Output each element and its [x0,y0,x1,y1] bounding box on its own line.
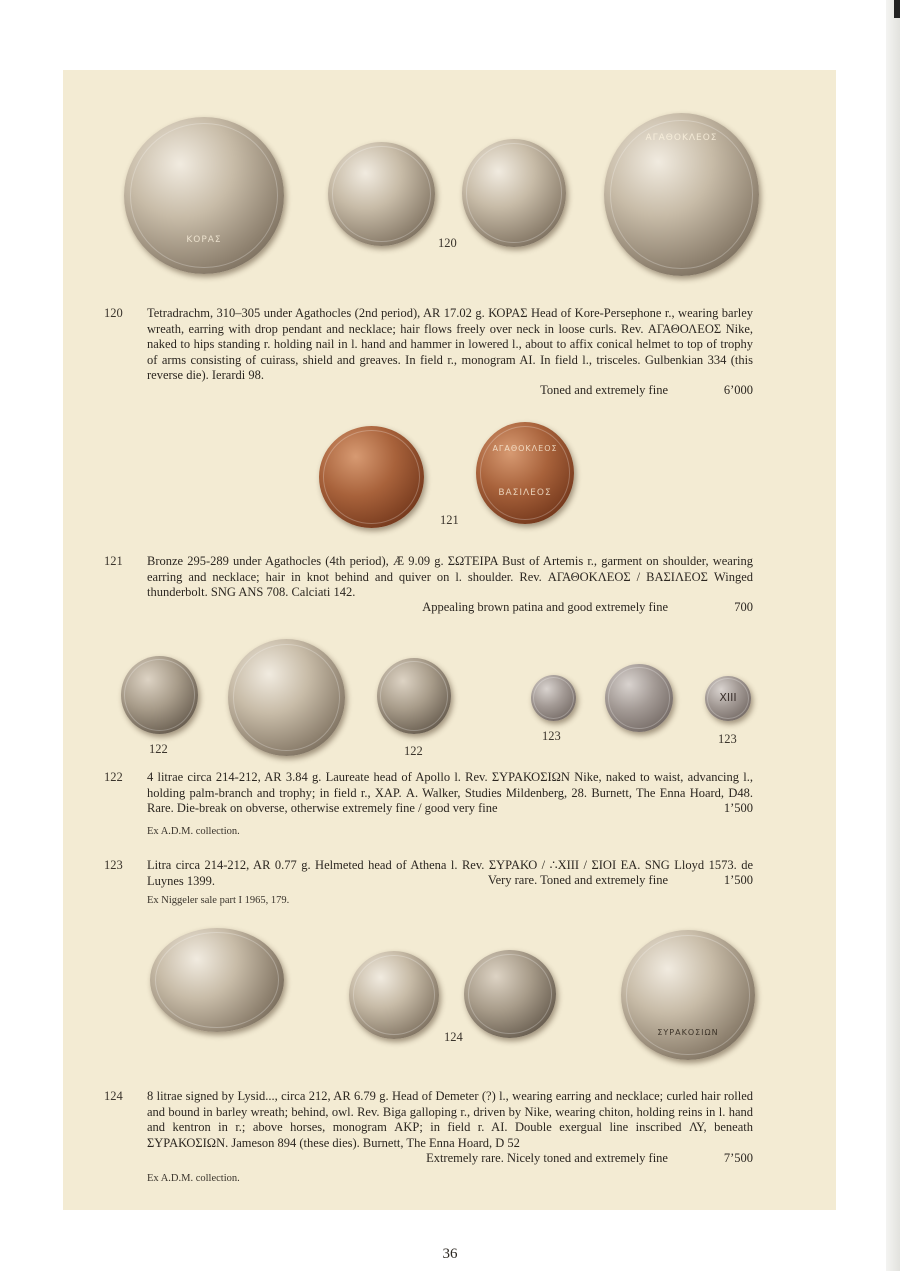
coin-122-obverse-small [121,656,198,734]
coin-122-obverse-large [228,639,345,756]
lot-description: Tetradrachm, 310–305 under Agathocles (2nd period), AR 17.02 g. ΚΟΡΑΣ Head of Kore-Persephone r., wearing barley wreath, earring with drop pendant and necklace; hair flows freely over neck in loose curls. Rev. ΑΓΑΘΟΛΕΟΣ Nike, naked to hips standing r. holding nail in l. hand and hammer in lowered l., about to affix conical helmet to top of trophy of arms consisting of cuirass, shield and greaves. In field r., monogram AI. In field l., trisceles. Gulbenkian 334 (this reverse die). Ierardi 98. [147,306,753,382]
plate-number-122b: 122 [404,744,423,758]
lot-number: 121 [104,554,123,568]
page-number: 36 [442,1246,458,1262]
lot-price: 7’500 [723,1151,753,1165]
coin-120-obverse-small [328,142,435,246]
lot-provenance: Ex Niggeler sale part I 1965, 179. [147,895,290,906]
coin-124-reverse-large [621,930,755,1060]
plate-number-123b: 123 [718,732,737,746]
coin-legend: ΒΑΣΙΛΕΟΣ [498,488,552,498]
coin-121-obverse [319,426,424,528]
lot-price: 6’000 [723,383,753,397]
lot-number: 123 [104,858,123,872]
plate-number-123a: 123 [542,729,561,743]
lot-price: 1’500 [723,801,753,815]
plate-number-124: 124 [444,1030,463,1044]
lot-grade: Appealing brown patina and good extremely fine [422,600,668,614]
coin-120-reverse-small [462,139,566,247]
lot-description: Litra circa 214-212, AR 0.77 g. Helmeted head of Athena l. Rev. ΣΥΡΑΚΟ / ∴ΧΙΙΙ / ΣΙΟΙ ΕΑ. SNG Lloyd 1573. de Luynes 1399. [147,858,753,888]
coin-124-obverse-small [349,951,439,1039]
lot-description: 8 litrae signed by Lysid..., circa 212, AR 6.79 g. Head of Demeter (?) l., wearing earring and necklace; curled hair rolled and bound in barley wreath; behind, owl. Rev. Biga galloping r., driven by Nike, wearing chiton, holding reins in l. hand and kentron in r.; above horses, monogram ΑΚΡ; in field r. AI. Double exergual line inscribed ΛΥ, beneath ΣΥΡΑΚΟΣΙΩΝ. Jameson 894 (these dies). Burnett, The Enna Hoard, D 52 [147,1089,753,1150]
lot-price: 700 [734,600,753,614]
plate-number-120: 120 [438,236,457,250]
coin-legend: ΑΓΑΘΟΚΛΕΟΣ [492,444,558,453]
lot-description: 4 litrae circa 214-212, AR 3.84 g. Laureate head of Apollo l. Rev. ΣΥΡΑΚΟΣΙΩΝ Nike, naked to waist, advancing l., holding palm-branch and trophy; in field r., ΧΑΡ. A. Walker, Studies Mildenberg, 28. Burnett, The Enna Hoard, D48. Rare. Die-break on obverse, otherwise extremely fine / good very fine [147,770,753,815]
plate-number-122a: 122 [149,742,168,756]
lot-provenance: Ex A.D.M. collection. [147,826,240,837]
coin-123-obverse-large [605,664,673,732]
lot-grade: Toned and extremely fine [540,383,668,397]
lot-grade: Very rare. Toned and extremely fine [487,873,668,887]
edge-mark [894,0,900,18]
lot-description: Bronze 295-289 under Agathocles (4th period), Æ 9.09 g. ΣΩΤΕΙΡΑ Bust of Artemis r., garment on shoulder, wearing earring and necklace; hair in knot behind and quiver on l. shoulder. Rev. ΑΓΑΘΟΚΛΕΟΣ / ΒΑΣΙΛΕΟΣ Winged thunderbolt. SNG ANS 708. Calciati 142. [147,554,753,599]
coin-124-reverse-small [464,950,556,1038]
plate-number-121: 121 [440,513,459,527]
page-edge [886,0,900,1271]
lot-number: 120 [104,306,123,320]
lot-number: 124 [104,1089,123,1103]
lot-number: 122 [104,770,123,784]
coin-legend: ΣΥΡΑΚΟΣΙΩΝ [657,1028,719,1037]
lot-price: 1’500 [723,873,753,887]
coin-120-reverse-large [604,113,759,276]
coin-legend: ΑΓΑΘΟΚΛΕΟΣ [645,133,718,143]
coin-124-obverse-large [150,928,284,1032]
coin-legend: ΚΟΡΑΣ [186,235,222,245]
lot-grade: Extremely rare. Nicely toned and extremely fine [426,1151,668,1165]
coin-123-reverse [705,676,751,721]
coin-legend: ΧΙΙΙ [719,691,737,704]
lot-provenance: Ex A.D.M. collection. [147,1173,240,1184]
coin-121-reverse [476,422,574,524]
coin-122-reverse [377,658,451,734]
coin-120-obverse-large [124,117,284,274]
coin-123-obverse-small [531,675,576,721]
